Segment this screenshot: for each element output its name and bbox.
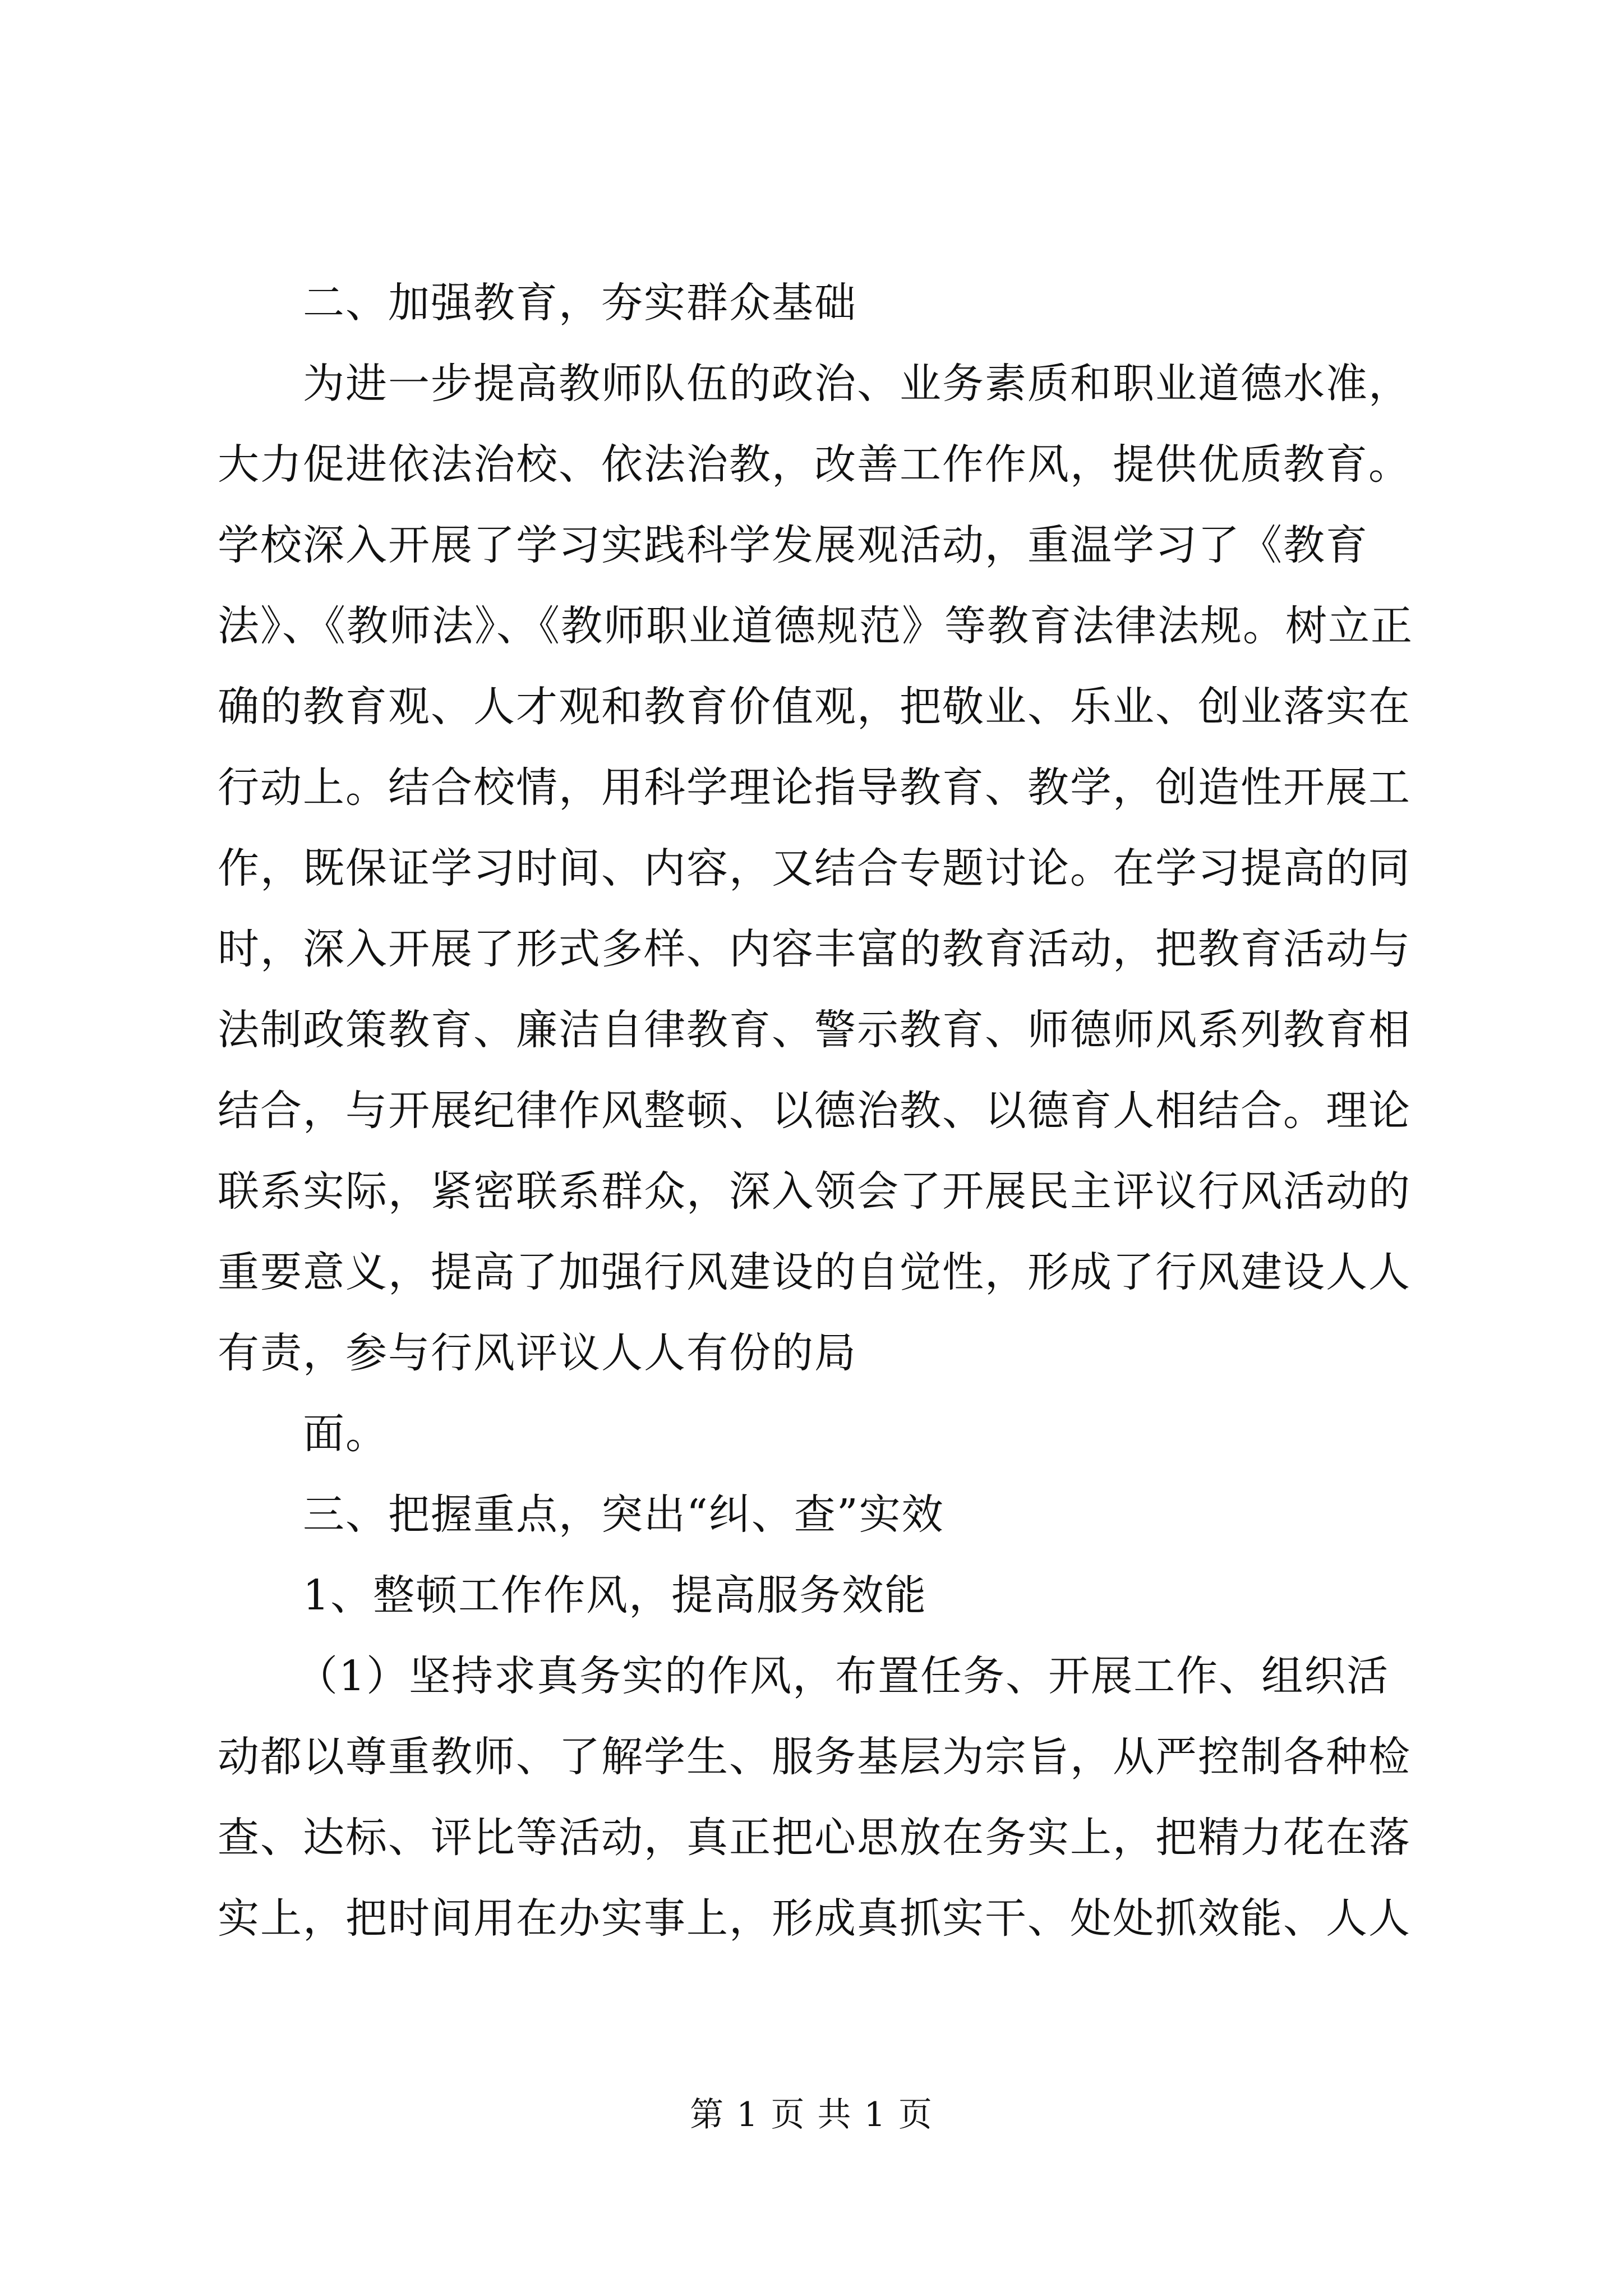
subsection-heading-1: 1、整顿工作作风，提高服务效能 [303, 1571, 928, 1619]
paragraph-line: 查、达标、评比等活动，真正把心思放在务实上，把精力花在落 [218, 1814, 1411, 1862]
paragraph-line: 作，既保证学习时间、内容，又结合专题讨论。在学习提高的同 [218, 844, 1411, 892]
paragraph-line: 时，深入开展了形式多样、内容丰富的教育活动，把教育活动与 [218, 925, 1411, 973]
paragraph-line: 联系实际，紧密联系群众，深入领会了开展民主评议行风活动的 [218, 1167, 1411, 1216]
paragraph-line: 为进一步提高教师队伍的政治、业务素质和职业道德水准， [303, 360, 1411, 408]
paragraph-line: 面。 [303, 1410, 388, 1458]
paragraph-line: 重要意义，提高了加强行风建设的自觉性，形成了行风建设人人 [218, 1248, 1411, 1296]
paragraph-line: 大力促进依法治校、依法治教，改善工作作风，提供优质教育。 [218, 440, 1411, 489]
paragraph-line: （1）坚持求真务实的作风，布置任务、开展工作、组织活 [296, 1652, 1390, 1700]
document-body [218, 263, 1418, 1959]
page-footer: 第 1 页 共 1 页 [690, 2095, 933, 2134]
paragraph-line: 实上，把时间用在办实事上，形成真抓实干、处处抓效能、人人 [218, 1894, 1411, 1943]
paragraph-line: 动都以尊重教师、了解学生、服务基层为宗旨，从严控制各种检 [218, 1733, 1411, 1781]
paragraph-line: 确的教育观、人才观和教育价值观，把敬业、乐业、创业落实在 [218, 683, 1411, 731]
paragraph-line: 法》、《教师法》、《教师职业道德规范》等教育法律法规。树立正 [218, 602, 1413, 650]
paragraph-line: 行动上。结合校情，用科学理论指导教育、教学，创造性开展工 [218, 763, 1411, 812]
paragraph-line: 结合，与开展纪律作风整顿、以德治教、以德育人相结合。理论 [218, 1087, 1411, 1135]
paragraph-line: 法制政策教育、廉洁自律教育、警示教育、师德师风系列教育相 [218, 1006, 1411, 1054]
section-heading-3: 三、把握重点，突出“纠、查”实效 [303, 1490, 944, 1539]
section-heading-2: 二、加强教育，夯实群众基础 [303, 279, 857, 327]
paragraph-line: 有责，参与行风评议人人有份的局 [218, 1329, 857, 1377]
paragraph-line: 学校深入开展了学习实践科学发展观活动，重温学习了《教育 [218, 521, 1368, 569]
